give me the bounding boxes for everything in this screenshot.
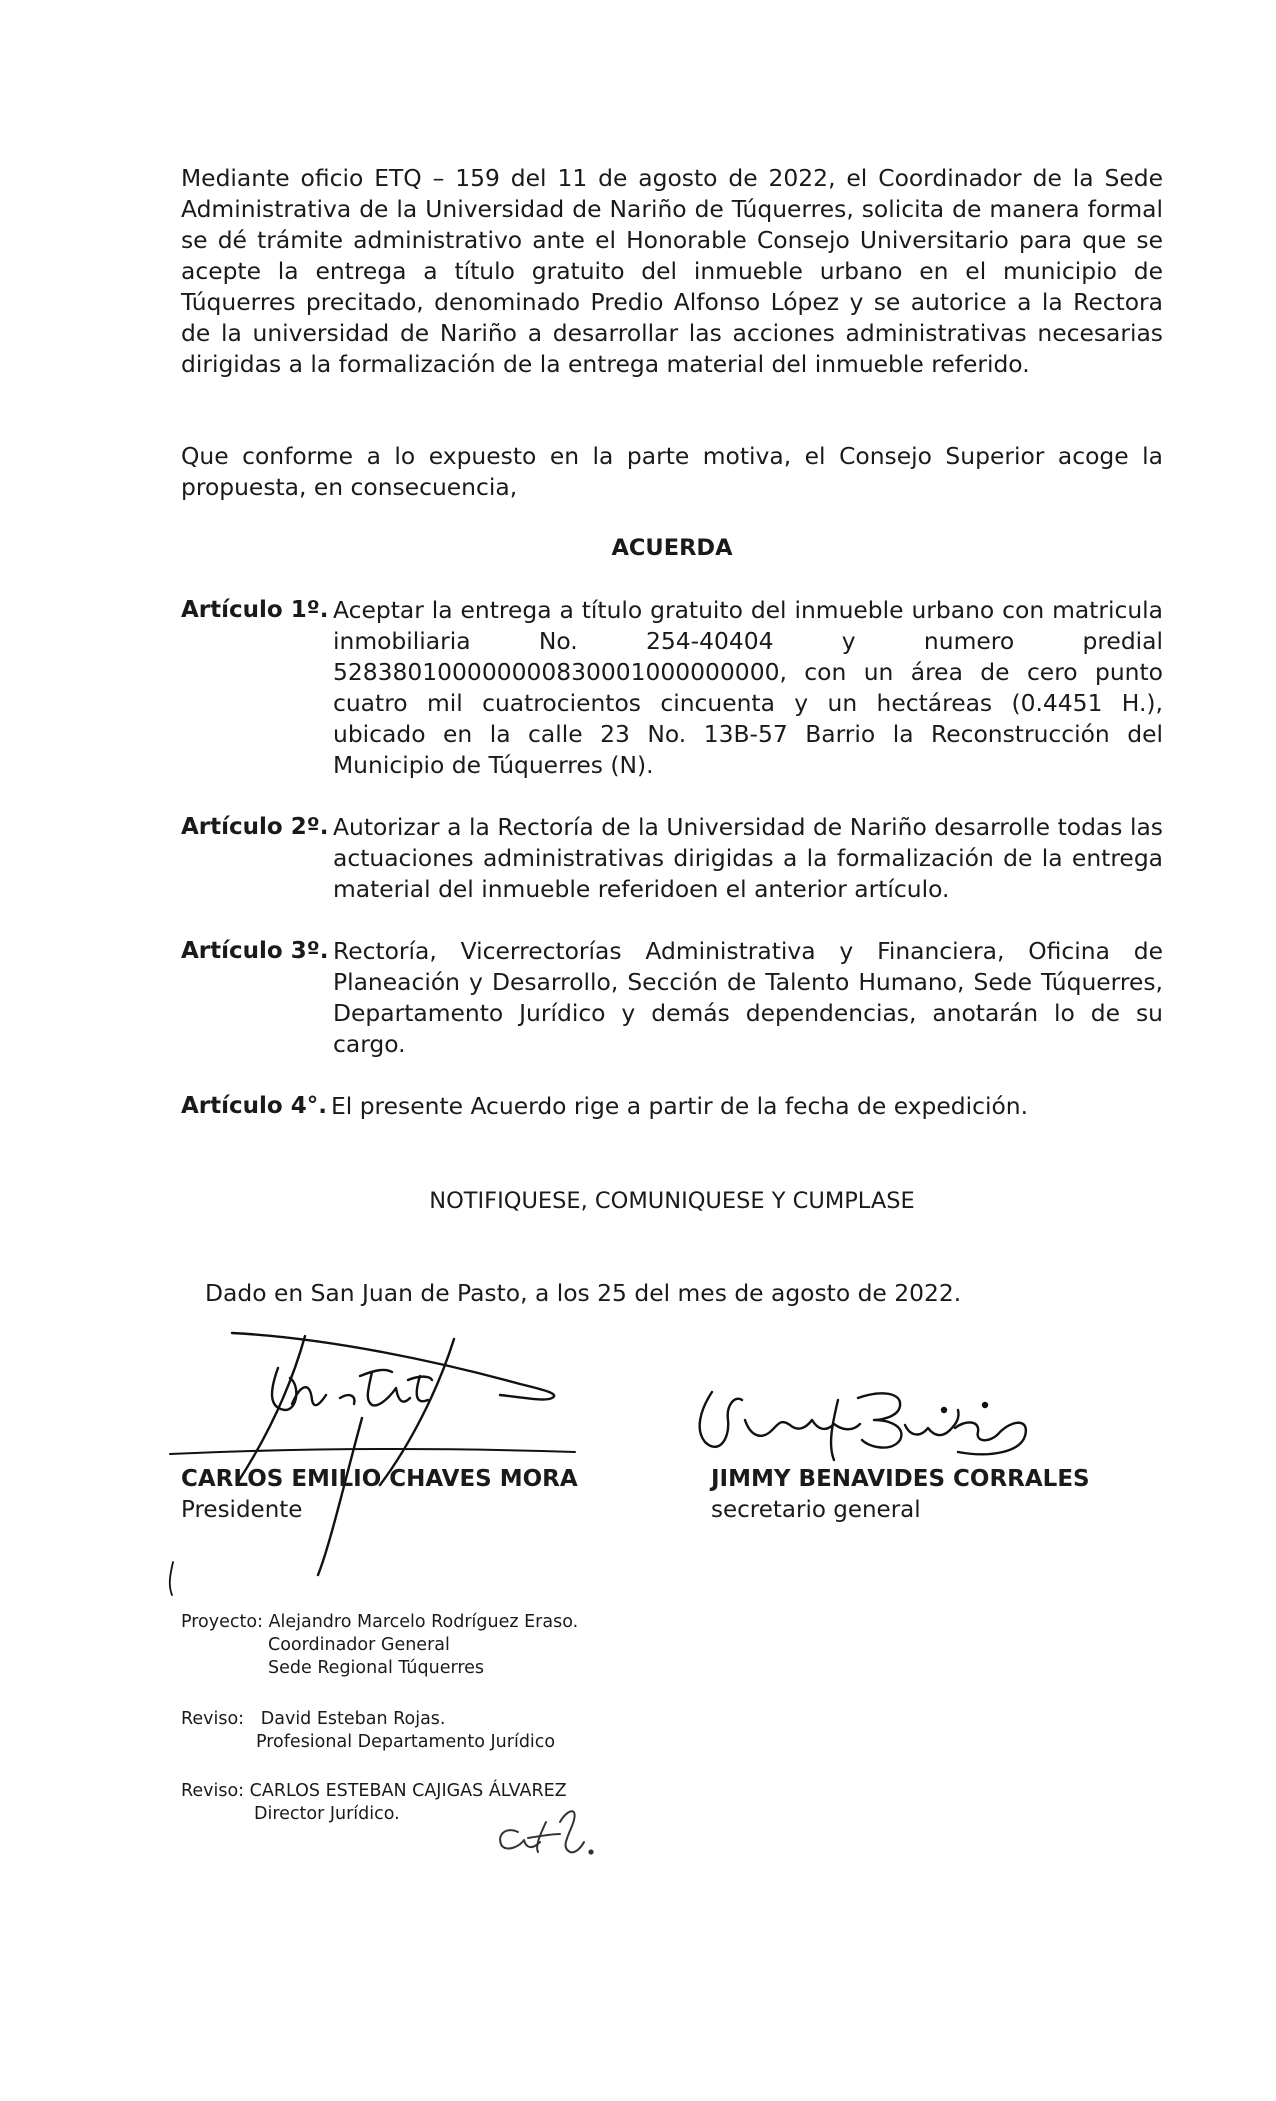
credit-reviso-1 <box>181 1708 555 1754</box>
article-text: Aceptar la entrega a título gratuito del inmueble urbano con matricula inmobiliaria No. 254-40404 y numero predial 528380100000000830001000000000, con un área de cero punto cuatro mil cuatrocientos cincuenta y un hectáreas (0.4451 H.), ubicado en la calle 23 No. 13B-57 Barrio la Reconstrucción del Municipio de Túquerres (N). <box>333 596 1163 779</box>
signer-name: CARLOS EMILIO CHAVES MORA <box>181 1466 578 1492</box>
credit-reviso-2 <box>181 1780 567 1826</box>
date-place-line: Dado en San Juan de Pasto, a los 25 del mes de agosto de 2022. <box>205 1279 962 1307</box>
heading-acuerda: ACUERDA <box>611 535 733 561</box>
credit-line: Reviso: CARLOS ESTEBAN CAJIGAS ÁLVAREZ <box>181 1781 567 1801</box>
signer-role: Presidente <box>181 1497 303 1523</box>
article-text: Autorizar a la Rectoría de la Universidad de Nariño desarrolle todas las actuaciones administrativas dirigidas a la formalización de la entrega material del inmueble referidoen el anterior artículo. <box>333 813 1163 903</box>
paragraph-oficio: Mediante oficio ETQ – 159 del 11 de agosto de 2022, el Coordinador de la Sede Administrativa de la Universidad de Nariño de Túquerres, solicita de manera formal se dé trámite administrativo ante el Honorable Consejo Universitario para que se acepte la entrega a título gratuito del inmueble urbano en el municipio de Túquerres precitado, denominado Predio Alfonso López y se autorice a la Rectora de la universidad de Nariño a desarrollar las acciones administrativas necesarias dirigidas a la formalización de la entrega material del inmueble referido. <box>181 164 1163 378</box>
article-1 <box>181 595 1163 781</box>
paragraph-consideracion: Que conforme a lo expuesto en la parte motiva, el Consejo Superior acoge la propuesta, en consecuencia, <box>181 442 1163 501</box>
closing-formula: NOTIFIQUESE, COMUNIQUESE Y CUMPLASE <box>429 1188 915 1214</box>
right-signature-image <box>700 1392 1026 1460</box>
article-2 <box>181 812 1163 905</box>
signer-right <box>711 1464 1090 1526</box>
credit-line: Proyecto: Alejandro Marcelo Rodríguez Eraso. <box>181 1612 579 1632</box>
article-label: Artículo 1º. <box>181 597 329 623</box>
credit-line: Coordinador General <box>268 1635 450 1655</box>
signer-role: secretario general <box>711 1497 921 1523</box>
article-4 <box>181 1091 1163 1122</box>
credit-line: Profesional Departamento Jurídico <box>256 1732 556 1752</box>
credit-line: Sede Regional Túquerres <box>268 1658 485 1678</box>
credit-line: Reviso: David Esteban Rojas. <box>181 1709 446 1729</box>
article-label: Artículo 3º. <box>181 938 329 964</box>
signer-name: JIMMY BENAVIDES CORRALES <box>711 1466 1090 1492</box>
article-label: Artículo 4°. <box>181 1093 327 1119</box>
article-label: Artículo 2º. <box>181 814 329 840</box>
credit-proyecto <box>181 1611 578 1680</box>
article-3 <box>181 936 1163 1060</box>
signer-left <box>181 1464 578 1526</box>
credit-line: Director Jurídico. <box>254 1804 400 1824</box>
article-text: Rectoría, Vicerrectorías Administrativa y Financiera, Oficina de Planeación y Desarrollo, Sección de Talento Humano, Sede Túquerres, Departamento Jurídico y demás dependencias, anotarán lo de su cargo. <box>333 937 1163 1058</box>
article-text: El presente Acuerdo rige a partir de la fecha de expedición. <box>331 1092 1029 1120</box>
